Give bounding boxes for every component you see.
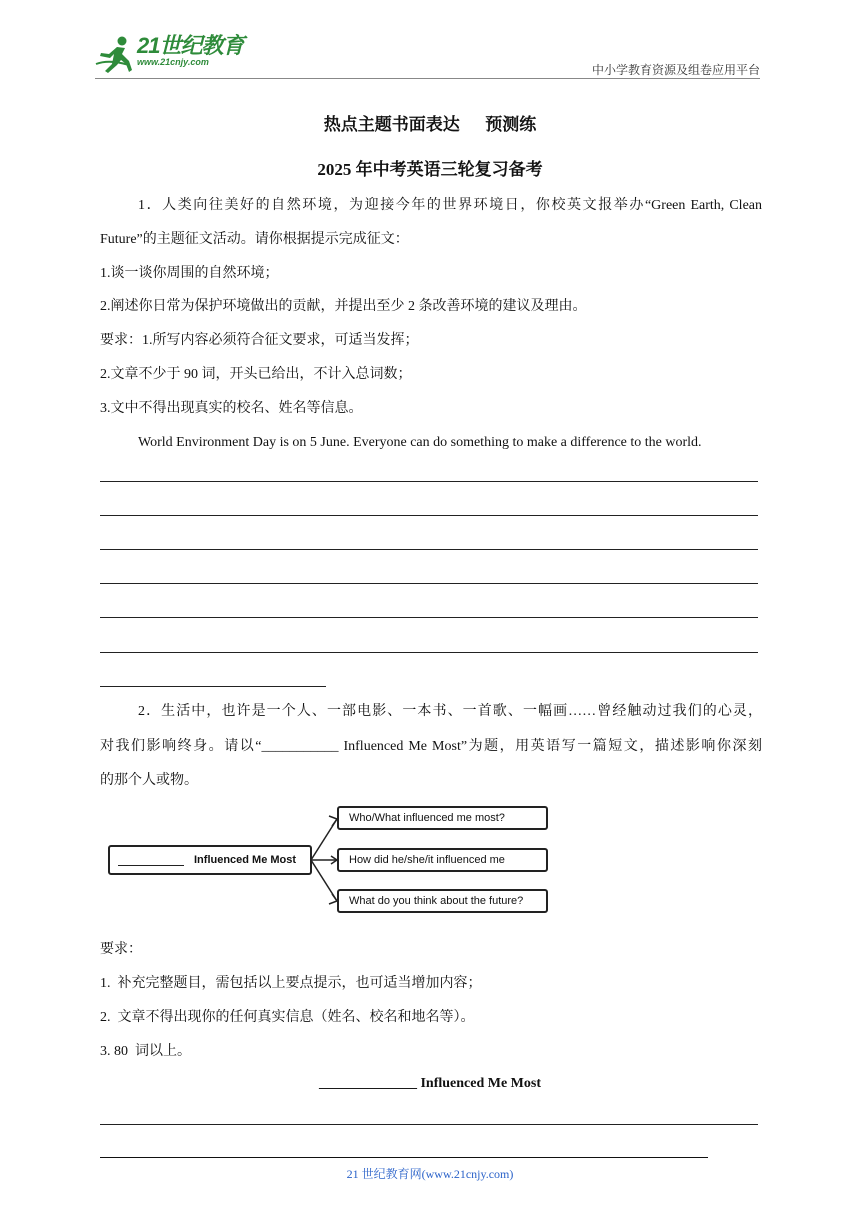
center-topic-box [108,845,312,875]
q1-requirement-3: 3.文中不得出现真实的校名、姓名等信息。 [100,401,363,416]
page-title: 热点主题书面表达 预测练 [323,115,537,134]
logo-url: www.21cnjy.com [137,57,209,67]
footer-divider [100,1157,708,1158]
q2-requirement-2: 2. 文章不得出现你的任何真实信息（姓名、校名和地名等）。 [100,1010,475,1025]
header-divider [95,78,760,79]
q1-prompt-line1: 1．人类向往美好的自然环境，为迎接今年的世界环境日，你校英文报举办“Green Earth, Clean [138,198,762,213]
q1-point-2: 2.阐述你日常为保护环境做出的贡献，并提出至少 2 条改善环境的建议及理由。 [100,299,587,314]
q2-requirement-3: 3. 80 词以上。 [100,1044,191,1059]
answer-line [100,652,758,653]
footer-source[interactable]: 21 世纪教育网(www.21cnjy.com) [346,1167,514,1181]
q2-requirement-1: 1. 补充完整题目，需包括以上要点提示，也可适当增加内容； [100,976,482,991]
q1-point-1: 1.谈一谈你周围的自然环境； [100,266,279,281]
q1-opening-sentence: World Environment Day is on 5 June. Everyone can do something to make a difference to the world. [138,435,702,450]
answer-line [100,617,758,618]
q2-prompt-line3: 的那个人或物。 [100,773,198,788]
center-topic-label: Influenced Me Most [194,854,297,866]
logo-title: 21世纪教育 [137,33,244,58]
page-header [95,30,760,78]
answer-line [100,549,758,550]
runner-logo-icon [95,34,135,74]
answer-line [100,583,758,584]
answer-line [100,1124,758,1125]
answer-line [100,686,326,687]
q2-requirements-heading: 要求： [100,942,142,957]
page-subtitle: 2025 年中考英语三轮复习备考 [317,160,543,179]
q1-requirement-1: 要求：1.所写内容必须符合征文要求，可适当发挥； [100,333,419,348]
answer-line [100,481,758,482]
q1-prompt-line2: Future”的主题征文活动。请你根据提示完成征文： [100,232,409,247]
title-blank [118,855,184,866]
answer-line [100,515,758,516]
prompt-box-future: What do you think about the future? [337,889,548,913]
prompt-box-how: How did he/she/it influenced me [337,848,548,872]
essay-title: ______________ Influenced Me Most [318,1076,542,1091]
mind-map-diagram [105,803,555,918]
q2-prompt-line2: 对我们影响终身。请以“___________ Influenced Me Most”为题，用英语写一篇短文，描述影响你深刻 [100,739,762,754]
header-platform-text: 中小学教育资源及组卷应用平台 [591,63,760,77]
q2-prompt-line1: 2．生活中，也许是一个人、一部电影、一本书、一首歌、一幅画……曾经触动过我们的心灵， [138,704,762,719]
prompt-box-who: Who/What influenced me most? [337,806,548,830]
logo [95,34,243,74]
q1-requirement-2: 2.文章不少于 90 词，开头已给出，不计入总词数； [100,367,412,382]
